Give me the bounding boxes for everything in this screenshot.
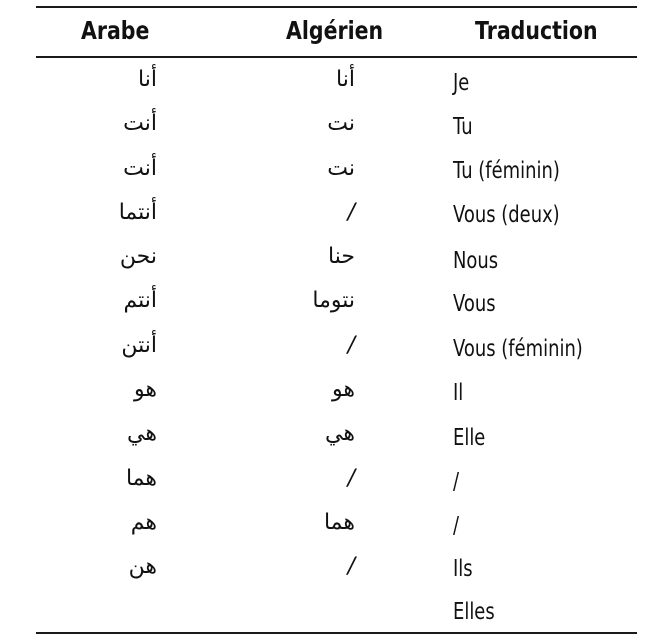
column-header-traduction: Traduction bbox=[475, 16, 598, 45]
table-row bbox=[36, 62, 637, 106]
traduction-cell: Ils bbox=[453, 556, 473, 582]
table-row bbox=[36, 416, 637, 460]
traduction-cell: Il bbox=[453, 380, 464, 406]
algerien-cell: / bbox=[347, 199, 355, 225]
traduction-cell: Elle bbox=[453, 425, 486, 451]
traduction-cell: Elles bbox=[453, 599, 495, 625]
arabe-cell: نحن bbox=[119, 244, 157, 270]
table-row bbox=[36, 372, 637, 416]
algerien-cell: حنا bbox=[328, 244, 355, 270]
algerien-cell: هو bbox=[332, 377, 355, 403]
table-row bbox=[36, 283, 637, 327]
arabe-cell: أنا bbox=[138, 67, 157, 92]
arabe-cell: هم bbox=[130, 509, 157, 535]
algerien-cell: هما bbox=[323, 509, 355, 535]
table-top-rule bbox=[36, 6, 637, 8]
table-body bbox=[36, 62, 637, 594]
traduction-cell: Vous bbox=[453, 291, 496, 317]
table-bottom-rule bbox=[36, 632, 637, 634]
traduction-cell: / bbox=[453, 469, 460, 495]
algerien-cell: نت bbox=[327, 111, 355, 137]
traduction-cell: Tu (féminin) bbox=[453, 158, 560, 184]
arabe-cell: أنتن bbox=[121, 332, 157, 358]
table-row bbox=[36, 461, 637, 505]
arabe-cell: هن bbox=[128, 554, 157, 580]
algerien-cell: نت bbox=[327, 155, 355, 181]
table-row bbox=[36, 239, 637, 283]
arabe-cell: أنتم bbox=[123, 288, 157, 314]
traduction-cell: Nous bbox=[453, 248, 499, 274]
algerien-cell: نتوما bbox=[312, 288, 355, 314]
column-header-arabe: Arabe bbox=[81, 16, 150, 45]
table-row bbox=[36, 549, 637, 593]
algerien-cell: / bbox=[347, 465, 355, 491]
arabe-cell: أنتما bbox=[118, 199, 157, 225]
algerien-cell: هي bbox=[325, 421, 355, 447]
arabe-cell: أنت bbox=[123, 155, 157, 181]
traduction-cell: Tu bbox=[453, 114, 473, 140]
traduction-cell: Vous (féminin) bbox=[453, 336, 583, 362]
table-row bbox=[36, 505, 637, 549]
algerien-cell: / bbox=[347, 332, 355, 358]
table-row bbox=[36, 106, 637, 150]
pronoun-table bbox=[36, 6, 637, 634]
arabe-cell: هي bbox=[127, 421, 157, 447]
traduction-cell: Je bbox=[453, 70, 470, 96]
header-rule bbox=[36, 56, 637, 58]
arabe-cell: هما bbox=[125, 465, 157, 491]
algerien-cell: أنا bbox=[336, 67, 355, 92]
algerien-cell: / bbox=[347, 554, 355, 580]
column-header-algerien: Algérien bbox=[286, 16, 384, 45]
arabe-cell: أنت bbox=[123, 111, 157, 137]
traduction-cell: / bbox=[453, 513, 460, 539]
traduction-cell: Vous (deux) bbox=[453, 202, 560, 228]
arabe-cell: هو bbox=[134, 377, 157, 403]
